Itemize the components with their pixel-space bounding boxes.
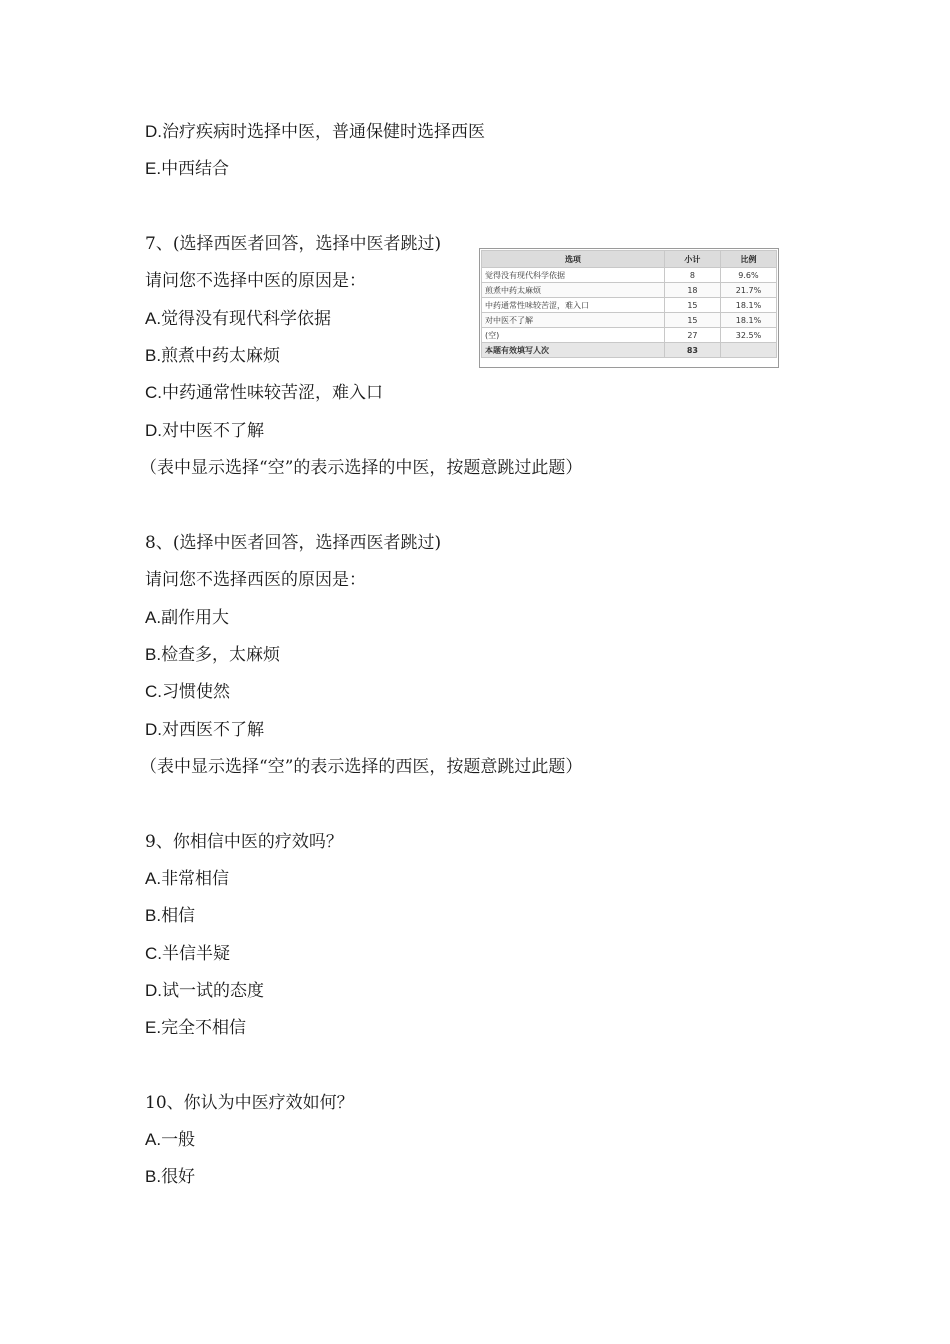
option-line: [145, 1129, 195, 1151]
option-letter: D.: [145, 421, 162, 440]
option-letter: B.: [145, 1167, 162, 1186]
option-letter: A.: [145, 309, 162, 328]
option-letter: C.: [145, 383, 162, 402]
option-letter: B.: [145, 645, 162, 664]
row-ratio: 9.6%: [720, 268, 776, 283]
row-count: 27: [664, 328, 720, 343]
question-prompt: 请问您不选择西医的原因是：: [145, 570, 366, 590]
option-text: 习惯使然: [162, 682, 230, 702]
option-text: 非常相信: [161, 869, 230, 889]
row-ratio: 18.1%: [720, 313, 776, 328]
question-title: 7、(选择西医者回答，选择中医者跳过): [145, 234, 442, 254]
row-option: 对中医不了解: [482, 313, 665, 328]
option-line: [145, 420, 264, 442]
row-option: (空): [482, 328, 665, 343]
option-letter: B.: [145, 346, 162, 365]
option-line: [145, 980, 264, 1002]
row-ratio: 18.1%: [720, 298, 776, 313]
total-count: 83: [664, 343, 720, 358]
option-line: [145, 1017, 246, 1039]
total-ratio: [720, 343, 776, 358]
row-ratio: 32.5%: [720, 328, 776, 343]
option-text: 相信: [161, 906, 196, 926]
option-letter: D.: [145, 981, 162, 1000]
option-line: [145, 681, 230, 703]
option-text: 副作用大: [161, 608, 230, 628]
table-total-row: [482, 343, 777, 358]
table-row: [482, 283, 777, 298]
stats-header-row: [482, 251, 777, 268]
option-line: [145, 345, 280, 367]
option-text: 觉得没有现代科学依据: [161, 309, 332, 329]
option-line: [145, 1166, 195, 1188]
option-text: 中西结合: [161, 159, 230, 179]
option-letter: D.: [145, 720, 162, 739]
total-label: 本题有效填写人次: [482, 343, 665, 358]
option-text: 很好: [161, 1167, 196, 1187]
row-option: 觉得没有现代科学依据: [482, 268, 665, 283]
stats-table-image: [479, 248, 779, 368]
question-title: 10、你认为中医疗效如何？: [145, 1093, 354, 1113]
stats-table: [481, 250, 777, 358]
option-line: [145, 382, 383, 404]
option-text: 半信半疑: [162, 944, 230, 964]
option-text: 试一试的态度: [162, 981, 264, 1001]
option-letter: A.: [145, 1130, 162, 1149]
question-prompt: 请问您不选择中医的原因是：: [145, 271, 366, 291]
option-letter: E.: [145, 159, 162, 178]
row-option: 煎煮中药太麻烦: [482, 283, 665, 298]
option-text: 一般: [161, 1130, 196, 1150]
option-letter: C.: [145, 944, 162, 963]
option-text: 中药通常性味较苦涩，难入口: [162, 383, 383, 403]
option-line: [145, 905, 195, 927]
question-title: 8、(选择中医者回答，选择西医者跳过): [145, 533, 442, 553]
option-letter: E.: [145, 1018, 162, 1037]
header-count: 小计: [664, 251, 720, 268]
option-text: 对西医不了解: [162, 720, 264, 740]
option-line: [145, 121, 485, 143]
option-text: 煎煮中药太麻烦: [161, 346, 281, 366]
option-line: [145, 607, 229, 629]
option-line: [145, 943, 230, 965]
option-text: 治疗疾病时选择中医，普通保健时选择西医: [162, 122, 485, 142]
row-count: 18: [664, 283, 720, 298]
row-option: 中药通常性味较苦涩，难入口: [482, 298, 665, 313]
table-row: [482, 313, 777, 328]
option-text: 完全不相信: [161, 1018, 247, 1038]
option-line: [145, 644, 280, 666]
row-count: 15: [664, 298, 720, 313]
option-letter: D.: [145, 122, 162, 141]
option-line: [145, 868, 229, 890]
header-option: 选项: [482, 251, 665, 268]
option-line: [145, 158, 229, 180]
option-line: [145, 308, 331, 330]
table-row: [482, 298, 777, 313]
option-letter: C.: [145, 682, 162, 701]
note-line: （表中显示选择“空”的表示选择的中医，按题意跳过此题）: [140, 458, 583, 478]
option-text: 对中医不了解: [162, 421, 264, 441]
header-ratio: 比例: [720, 251, 776, 268]
question-title: 9、你相信中医的疗效吗？: [145, 832, 343, 852]
table-row: [482, 328, 777, 343]
option-line: [145, 719, 264, 741]
option-letter: A.: [145, 608, 162, 627]
table-row: [482, 268, 777, 283]
note-line: （表中显示选择“空”的表示选择的西医，按题意跳过此题）: [140, 757, 583, 777]
row-count: 8: [664, 268, 720, 283]
option-letter: A.: [145, 869, 162, 888]
row-count: 15: [664, 313, 720, 328]
option-letter: B.: [145, 906, 162, 925]
row-ratio: 21.7%: [720, 283, 776, 298]
option-text: 检查多，太麻烦: [161, 645, 281, 665]
